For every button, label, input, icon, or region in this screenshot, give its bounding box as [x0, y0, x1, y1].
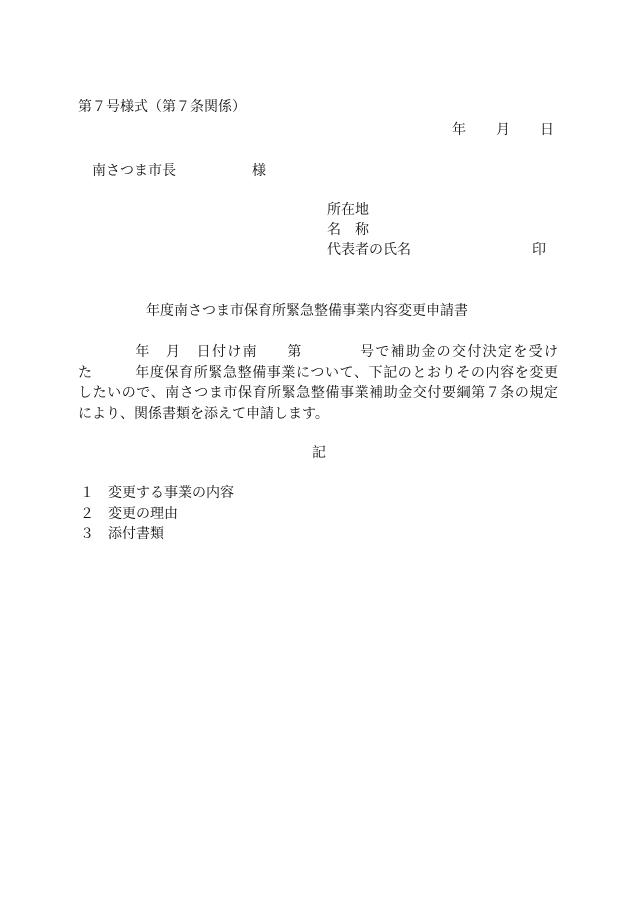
body-line2-start: た — [78, 364, 93, 381]
body-line-1 — [78, 342, 558, 363]
body-month: 月 — [164, 344, 182, 360]
body-line-3: したいので、南さつま市保育所緊急整備事業補助金交付要綱第７条の規定 — [78, 385, 558, 401]
addressee — [92, 161, 266, 181]
item-number: ３ — [80, 526, 94, 542]
list-item — [78, 504, 234, 525]
date-year: 年 — [452, 122, 466, 138]
body-number-prefix: 第 — [286, 344, 303, 360]
ki-heading: 記 — [312, 445, 326, 461]
name-label: 名 称 — [327, 222, 369, 238]
date-day: 日 — [540, 122, 554, 138]
body-line1-rest: 号で補助金の交付決定を受け — [358, 344, 559, 360]
list-item — [78, 483, 234, 504]
item-label: 添付書類 — [108, 526, 164, 542]
item-list — [78, 483, 234, 545]
item-label: 変更する事業の内容 — [108, 485, 234, 501]
body-line2-rest: 年度保育所緊急整備事業について、下記のとおりその内容を変更 — [134, 364, 558, 381]
body-date-ref: 日付け南 — [195, 344, 259, 360]
document-title: 年度南さつま市保育所緊急整備事業内容変更申請書 — [146, 303, 468, 319]
representative-row — [327, 240, 557, 260]
body-line-2 — [78, 363, 558, 384]
item-number: ２ — [80, 505, 94, 522]
body-year: 年 — [134, 344, 151, 360]
addressee-name: 南さつま市長 — [92, 163, 176, 179]
applicant-block — [327, 200, 557, 260]
form-label: 第７号様式（第７条関係） — [78, 99, 246, 115]
item-label: 変更の理由 — [108, 505, 178, 522]
item-number: １ — [80, 485, 94, 501]
body-line-4: により、関係書類を添えて申請します。 — [78, 405, 329, 422]
seal-mark: 印 — [532, 242, 546, 258]
body-paragraph — [78, 342, 558, 424]
addressee-honorific: 様 — [252, 163, 266, 179]
list-item — [78, 524, 234, 545]
address-label: 所在地 — [327, 202, 369, 218]
date-month: 月 — [496, 122, 510, 138]
representative-label: 代表者の氏名 — [327, 242, 411, 258]
date-line — [452, 120, 554, 140]
